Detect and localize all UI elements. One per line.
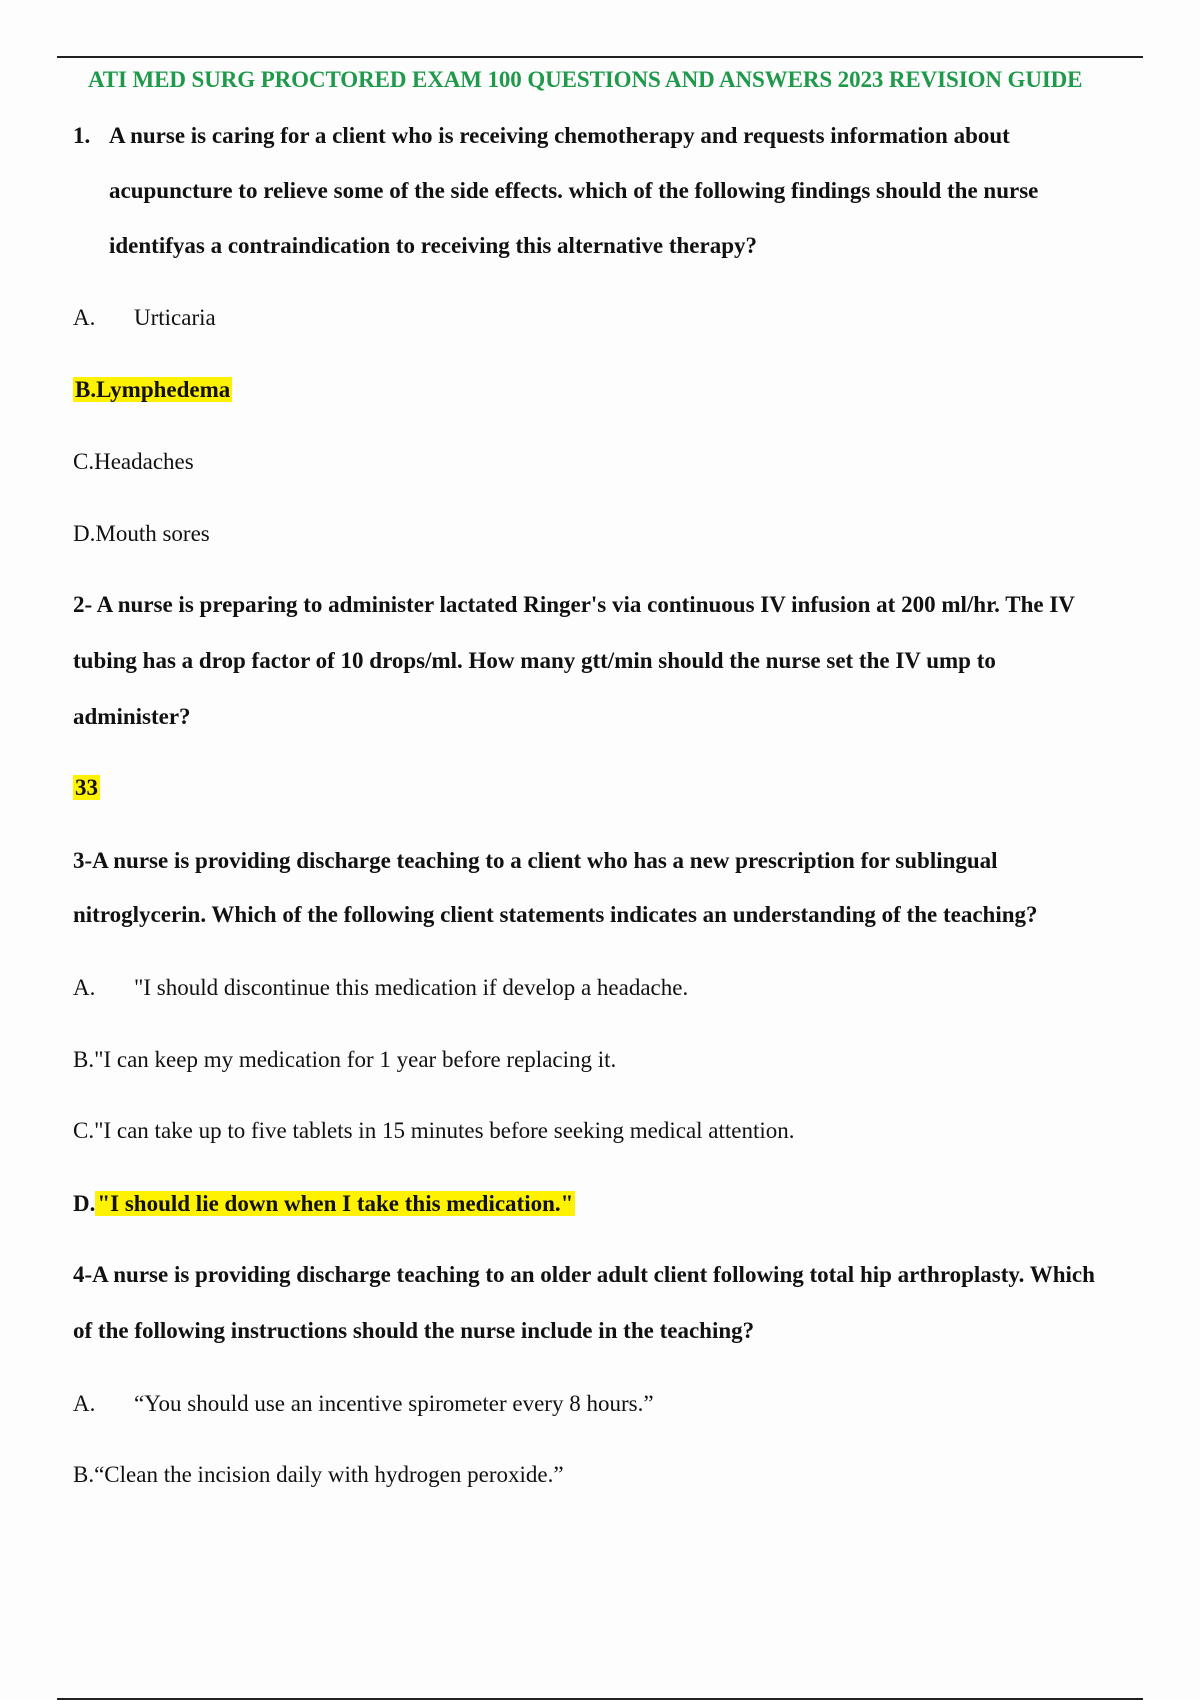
question-1-line-3: identifyas a contraindication to receiving this alternative therapy? [109, 233, 757, 258]
question-2-answer [73, 774, 100, 802]
answer-highlight: "I should lie down when I take this medication." [97, 1191, 574, 1216]
question-3-line-1: 3-A nurse is providing discharge teaching to a client who has a new prescription for sublingual [73, 848, 998, 873]
question-3-line-2: nitroglycerin. Which of the following client statements indicates an understanding of the teaching? [73, 902, 1038, 927]
question-3-option-a: A. "I should discontinue this medication if develop a headache. [73, 975, 689, 1000]
question-2-line-1: 2- A nurse is preparing to administer lactated Ringer's via continuous IV infusion at 200 ml/hr. The IV [73, 592, 1075, 617]
top-rule [57, 56, 1143, 58]
question-1-option-d: D.Mouth sores [73, 521, 210, 546]
answer-highlight: 33 [75, 775, 98, 800]
question-1-option-a: A. Urticaria [73, 305, 216, 330]
question-3-option-d-correct: D."I should lie down when I take this medication." [73, 1191, 574, 1216]
question-1-line-2: acupuncture to relieve some of the side effects. which of the following findings should the nurse [109, 178, 1039, 203]
question-4-line-2: of the following instructions should the nurse include in the teaching? [73, 1318, 755, 1343]
document-title: ATI MED SURG PROCTORED EXAM 100 QUESTIONS AND ANSWERS 2023 REVISION GUIDE [88, 67, 1083, 92]
question-1-option-c: C.Headaches [73, 449, 194, 474]
question-4-option-a: A. “You should use an incentive spirometer every 8 hours.” [73, 1391, 654, 1416]
answer-highlight: B.Lymphedema [75, 377, 231, 402]
question-2-line-2: tubing has a drop factor of 10 drops/ml. How many gtt/min should the nurse set the IV ump to [73, 648, 996, 673]
question-1-line-1: 1. A nurse is caring for a client who is receiving chemotherapy and requests information about [73, 123, 1010, 148]
question-1-number: 1. [73, 123, 91, 148]
question-1-option-b-correct [73, 376, 232, 404]
question-3-option-c: C."I can take up to five tablets in 15 minutes before seeking medical attention. [73, 1118, 795, 1143]
question-3-option-b: B."I can keep my medication for 1 year before replacing it. [73, 1047, 617, 1072]
question-4-option-b: B.“Clean the incision daily with hydrogen peroxide.” [73, 1462, 564, 1487]
question-4-line-1: 4-A nurse is providing discharge teaching to an older adult client following total hip arthroplasty. Which [73, 1262, 1095, 1287]
question-2-line-3: administer? [73, 704, 191, 729]
